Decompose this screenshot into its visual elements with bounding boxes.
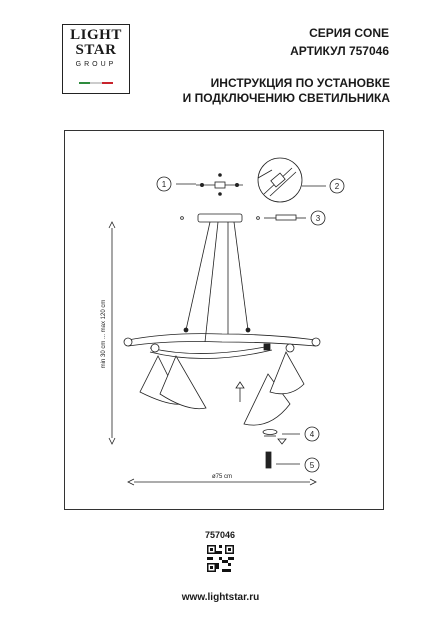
terminal-block-detail [258,158,302,202]
logo-line-group: GROUP [75,61,117,68]
bulb-holder-detail [263,430,300,445]
mounting-bracket-detail [196,174,243,196]
website-link[interactable]: www.lightstar.ru [181,592,260,603]
screw-anchor-detail [264,215,306,220]
screw-right [257,217,260,220]
height-dimension [109,222,115,444]
cone-shade-right-2 [270,352,304,394]
series-title: СЕРИЯ CONE [309,26,389,40]
instruction-line-2: И ПОДКЛЮЧЕНИЮ СВЕТИЛЬНИКА [182,91,390,105]
footer-article-number: 757046 [205,530,236,540]
logo-line-light: LIGHT [70,27,122,43]
led-bulb-detail [266,452,300,468]
suspension-cables [186,222,248,342]
callout-4-label: 4 [309,430,315,439]
callout-1-label: 1 [161,180,167,189]
logo-line-star: STAR [75,42,117,58]
callout-5-label: 5 [309,461,315,470]
insert-bulb-arrow-icon [236,382,244,402]
instruction-line-1: ИНСТРУКЦИЯ ПО УСТАНОВКЕ [210,76,390,90]
article-number: АРТИКУЛ 757046 [290,44,389,58]
qr-code-icon [207,545,234,572]
width-dimension-label: ø75 cm [211,474,233,480]
height-dimension-label: min 30 cm ... max 120 cm [101,299,107,369]
ring-frame [124,328,320,359]
ceiling-canopy [198,214,242,222]
screw-left [181,217,184,220]
callout-3-label: 3 [315,214,321,223]
callout-2-label: 2 [334,182,340,191]
